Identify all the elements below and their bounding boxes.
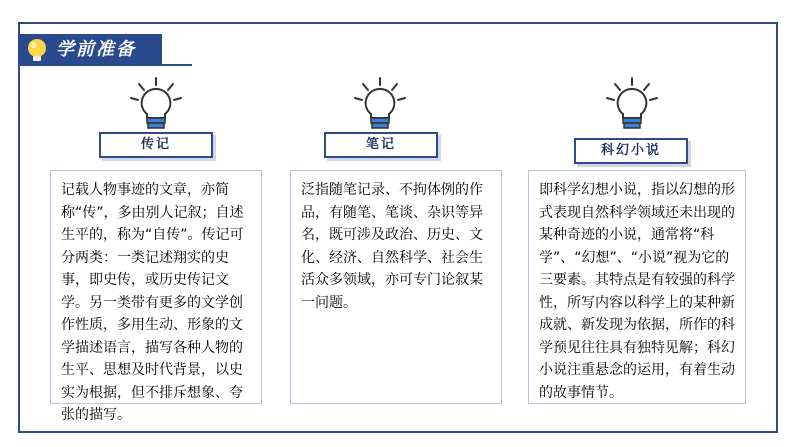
lightbulb-icon — [24, 37, 50, 63]
section-title: 学前准备 — [56, 39, 136, 60]
label-scifi: 科幻小说 — [574, 138, 688, 164]
section-header — [20, 34, 162, 66]
lightbulb-icon — [126, 76, 186, 134]
text-biography: 记载人物事迹的文章，亦简称“传”，多由别人记叙；自述生平的，称为“自传”。传记可分两类：一类记述翔实的史事，即史传，或历史传记文学。另一类带有更多的文学创作性质，多用生动、形象的文学描述语言，描写各种人物的生平、思想及时代背景，以史实为根据，但不排斥想象、夸张的描写。 — [50, 170, 262, 404]
label-notes: 笔记 — [324, 132, 438, 158]
text-scifi: 即科学幻想小说，指以幻想的形式表现自然科学领域还未出现的某种奇迹的小说，通常将“科学”、“幻想”、“小说”视为它的三要素。其特点是有较强的科学性，所写内容以科学上的某种新成就、新发现为依据，所作的科学预见往往具有独特见解；科幻小说注重悬念的运用，有着生动的故事情节。 — [528, 170, 746, 404]
header-divider — [162, 64, 192, 66]
label-biography: 传记 — [99, 132, 213, 158]
lightbulb-icon — [350, 76, 410, 134]
text-notes: 泛指随笔记录、不拘体例的作品，有随笔、笔谈、杂识等异名，既可涉及政治、历史、文化、经济、自然科学、社会生活众多领域，亦可专门论叙某一问题。 — [290, 170, 502, 404]
lightbulb-icon — [602, 76, 662, 134]
